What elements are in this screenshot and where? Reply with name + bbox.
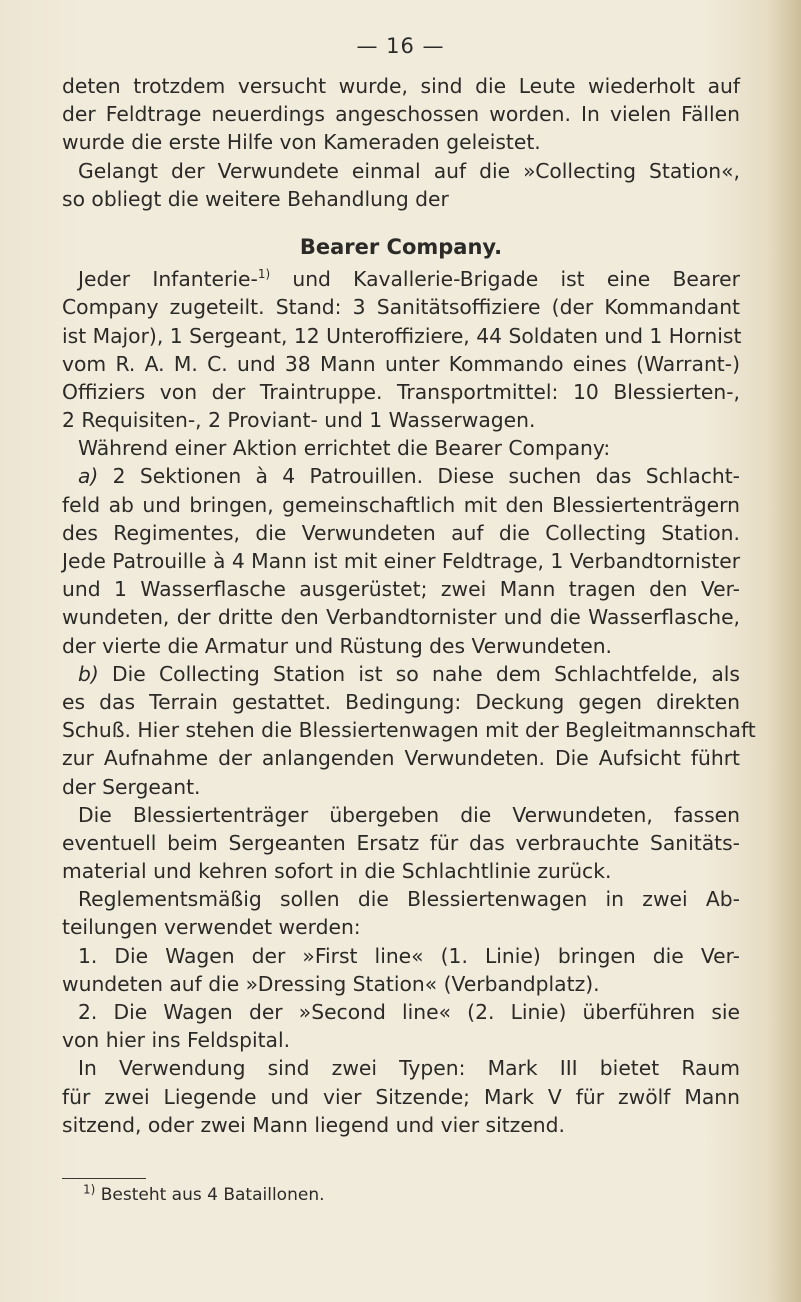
text-line: wundeten auf die »Dressing Station« (Verbandplatz).: [62, 971, 600, 996]
text-fragment: Die Collecting Station ist so nahe dem Schlachtfelde, als: [98, 661, 740, 686]
text-line: 1. Die Wagen der »First line« (1. Linie) bringen die Ver-: [78, 943, 740, 968]
text-line: teilungen verwendet werden:: [62, 915, 361, 940]
text-line: 2 Requisiten-, 2 Proviant- und 1 Wasserwagen.: [62, 408, 536, 433]
text-fragment: und Kavallerie-Brigade ist eine Bearer: [270, 267, 740, 292]
footnote-divider: [62, 1178, 146, 1179]
item-label: a): [78, 464, 99, 489]
text-line: und 1 Wasserflasche ausgerüstet; zwei Mann tragen den Ver-: [62, 577, 740, 602]
footnote-marker: 1): [257, 267, 271, 282]
text-line: ist Major), 1 Sergeant, 12 Unteroffiziere, 44 Soldaten und 1 Hornist: [62, 323, 742, 348]
text-line: [62, 265, 740, 293]
text-line: Reglementsmäßig sollen die Blessiertenwagen in zwei Ab-: [78, 887, 740, 912]
text-line: material und kehren sofort in die Schlachtlinie zurück.: [62, 859, 612, 884]
text-line: deten trotzdem versucht wurde, sind die Leute wiederholt auf: [62, 74, 740, 98]
text-line: Während einer Aktion errichtet die Bearer Company:: [78, 436, 611, 461]
text-line: vom R. A. M. C. und 38 Mann unter Kommando eines (Warrant-): [62, 351, 740, 376]
text-line: Jede Patrouille à 4 Mann ist mit einer Feldtrage, 1 Verbandtornister: [62, 549, 741, 573]
text-line: wurde die erste Hilfe von Kameraden geleistet.: [62, 130, 541, 155]
text-line: 2. Die Wagen der »Second line« (2. Linie) überführen sie: [78, 1000, 740, 1024]
text-line: wundeten, der dritte den Verbandtornister und die Wasserflasche,: [62, 605, 740, 630]
text-line: sitzend, oder zwei Mann liegend und vier sitzend.: [62, 1112, 565, 1137]
text-line: es das Terrain gestattet. Bedingung: Deckung gegen direkten: [62, 689, 740, 714]
item-label: b): [78, 661, 99, 686]
text-line: Company zugeteilt. Stand: 3 Sanitätsoffiziere (der Kommandant: [62, 295, 740, 320]
text-line: feld ab und bringen, gemeinschaftlich mit den Blessiertenträgern: [62, 492, 740, 517]
text-line: Schuß. Hier stehen die Blessiertenwagen mit der Begleitmannschaft: [62, 718, 756, 743]
text-line: Die Blessiertenträger übergeben die Verwundeten, fassen: [78, 802, 740, 827]
text-line: von hier ins Feldspital.: [62, 1028, 291, 1053]
footnote-marker: 1): [83, 1182, 96, 1197]
body-text: [62, 72, 756, 1139]
text-line: für zwei Liegende und vier Sitzende; Mark V für zwölf Mann: [62, 1084, 740, 1109]
text-line: Gelangt der Verwundete einmal auf die »Collecting Station«,: [78, 158, 740, 183]
footnote: [83, 1182, 325, 1205]
text-line: des Regimentes, die Verwundeten auf die Collecting Station.: [62, 520, 740, 545]
footnote-text: Besteht aus 4 Bataillonen.: [95, 1185, 325, 1205]
text-line: der Feldtrage neuerdings angeschossen worden. In vielen Fällen: [62, 102, 740, 127]
text-line: so obliegt die weitere Behandlung der: [62, 186, 449, 211]
text-line: [62, 462, 740, 490]
text-line: der Sergeant.: [62, 774, 201, 799]
text-line: [62, 660, 740, 688]
text-line: eventuell beim Sergeanten Ersatz für das verbrauchte Sanitäts-: [62, 830, 740, 855]
text-line: zur Aufnahme der anlangenden Verwundeten. Die Aufsicht führt: [62, 746, 740, 771]
text-line: der vierte die Armatur und Rüstung des Verwundeten.: [62, 633, 612, 658]
text-fragment: Jeder Infanterie-: [78, 267, 258, 292]
page-number: — 16 —: [356, 34, 445, 58]
section-heading: Bearer Company.: [299, 234, 503, 259]
text-line: In Verwendung sind zwei Typen: Mark III bietet Raum: [78, 1056, 740, 1081]
text-fragment: 2 Sektionen à 4 Patrouillen. Diese suchen das Schlacht-: [98, 464, 740, 489]
text-line: Offiziers von der Traintruppe. Transportmittel: 10 Blessierten-,: [62, 379, 740, 404]
